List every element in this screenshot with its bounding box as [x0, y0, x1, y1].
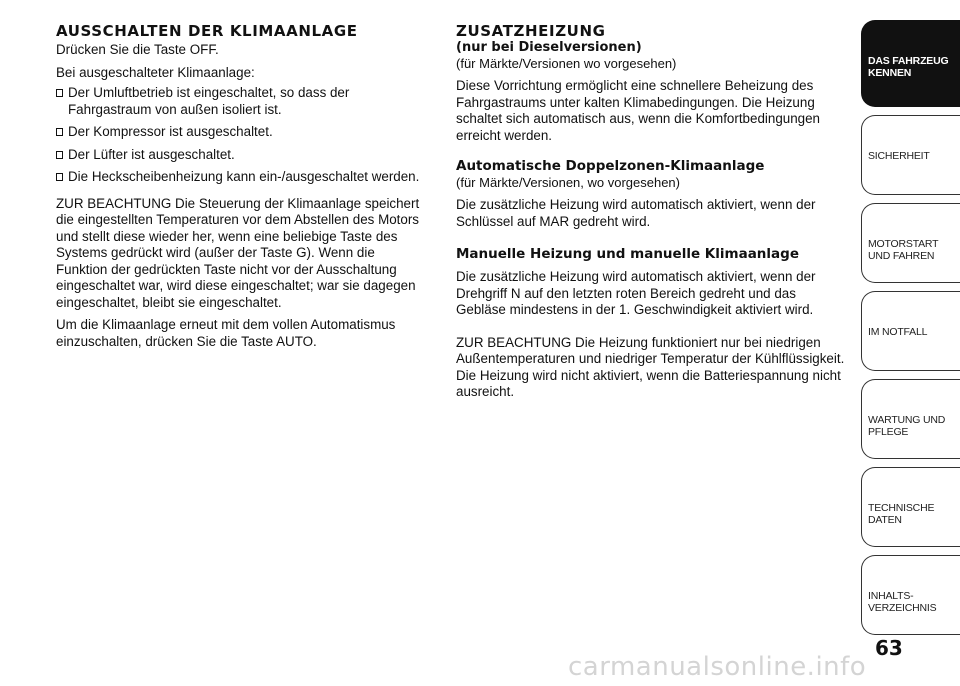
paragraph: Bei ausgeschalteter Klimaanlage: [56, 64, 255, 80]
paragraph: Um die Klimaanlage erneut mit dem vollen Automatismus einzuschalten, drücken Sie die Taste AUTO. [56, 317, 396, 349]
tab-inhaltsverzeichnis[interactable]: INHALTS-VERZEICHNIS [861, 555, 960, 635]
right-column [456, 22, 846, 407]
bullet-list [56, 85, 426, 186]
checkbox-bullet-icon [56, 89, 63, 97]
list-item: Die Heckscheibenheizung kann ein-/ausgeschaltet werden. [56, 169, 426, 186]
left-column [56, 22, 426, 356]
section-heading-ausschalten: AUSSCHALTEN DER KLIMAANLAGE [56, 22, 358, 40]
watermark: carmanualsonline.info [568, 652, 867, 682]
note-paragraph: ZUR BEACHTUNG Die Steuerung der Klimaanlage speichert die eingestellten Temperaturen vor dem Abstellen des Motors und stellt diese wieder her, wenn eine beliebige Taste des Systems gedrückt wird (außer der Taste G). Wenn die Funktion der gedrückten Taste nicht vor der Ausschaltung eingeschaltet war, wird diese eingeschaltet; war sie dagegen eingeschaltet, bleibt sie eingeschaltet. [56, 195, 420, 310]
paragraph: Diese Vorrichtung ermöglicht eine schnellere Beheizung des Fahrgastraums unter kalten Klimabedingungen. Die Heizung schaltet sich automatisch aus, wenn die Komfortbedingungen erreicht werden. [456, 78, 820, 143]
subsection-heading-automatic: Automatische Doppelzonen-Klimaanlage [456, 158, 765, 174]
checkbox-bullet-icon [56, 128, 63, 136]
section-heading-zusatzheizung: ZUSATZHEIZUNG [456, 22, 606, 40]
list-item: Der Lüfter ist ausgeschaltet. [56, 147, 426, 164]
availability-note: (für Märkte/Versionen wo vorgesehen) [456, 56, 677, 71]
tab-technische-daten[interactable]: TECHNISCHE DATEN [861, 467, 960, 547]
paragraph: Die zusätzliche Heizung wird automatisch aktiviert, wenn der Drehgriff N auf den letzten roten Bereich gedreht und das Gebläse mindestens in der 1. Geschwindigkeit aktiviert wird. [456, 269, 816, 317]
paragraph: Die zusätzliche Heizung wird automatisch aktiviert, wenn der Schlüssel auf MAR gedreht wird. [456, 197, 816, 229]
page-number: 63 [875, 636, 903, 660]
chapter-tabs [861, 20, 960, 643]
checkbox-bullet-icon [56, 151, 63, 159]
section-subheading: (nur bei Dieselversionen) [456, 40, 642, 55]
tab-das-fahrzeug-kennen[interactable]: DAS FAHRZEUG KENNEN [861, 20, 960, 107]
list-item: Der Umluftbetrieb ist eingeschaltet, so dass der Fahrgastraum von außen isoliert ist. [56, 85, 426, 118]
tab-wartung-und-pflege[interactable]: WARTUNG UND PFLEGE [861, 379, 960, 459]
note-paragraph: ZUR BEACHTUNG Die Heizung funktioniert nur bei niedrigen Außentemperaturen und niedriger Temperatur der Kühlflüssigkeit. Die Heizung wird nicht aktiviert, wenn die Batteriespannung nicht ausreicht. [456, 334, 845, 399]
tab-sicherheit[interactable]: SICHERHEIT [861, 115, 960, 195]
subsection-heading-manual: Manuelle Heizung und manuelle Klimaanlage [456, 246, 799, 262]
list-item: Der Kompressor ist ausgeschaltet. [56, 124, 426, 141]
checkbox-bullet-icon [56, 173, 63, 181]
paragraph: Drücken Sie die Taste OFF. [56, 42, 219, 57]
tab-im-notfall[interactable]: IM NOTFALL [861, 291, 960, 371]
availability-note: (für Märkte/Versionen, wo vorgesehen) [456, 175, 680, 190]
tab-motorstart-und-fahren[interactable]: MOTORSTART UND FAHREN [861, 203, 960, 283]
